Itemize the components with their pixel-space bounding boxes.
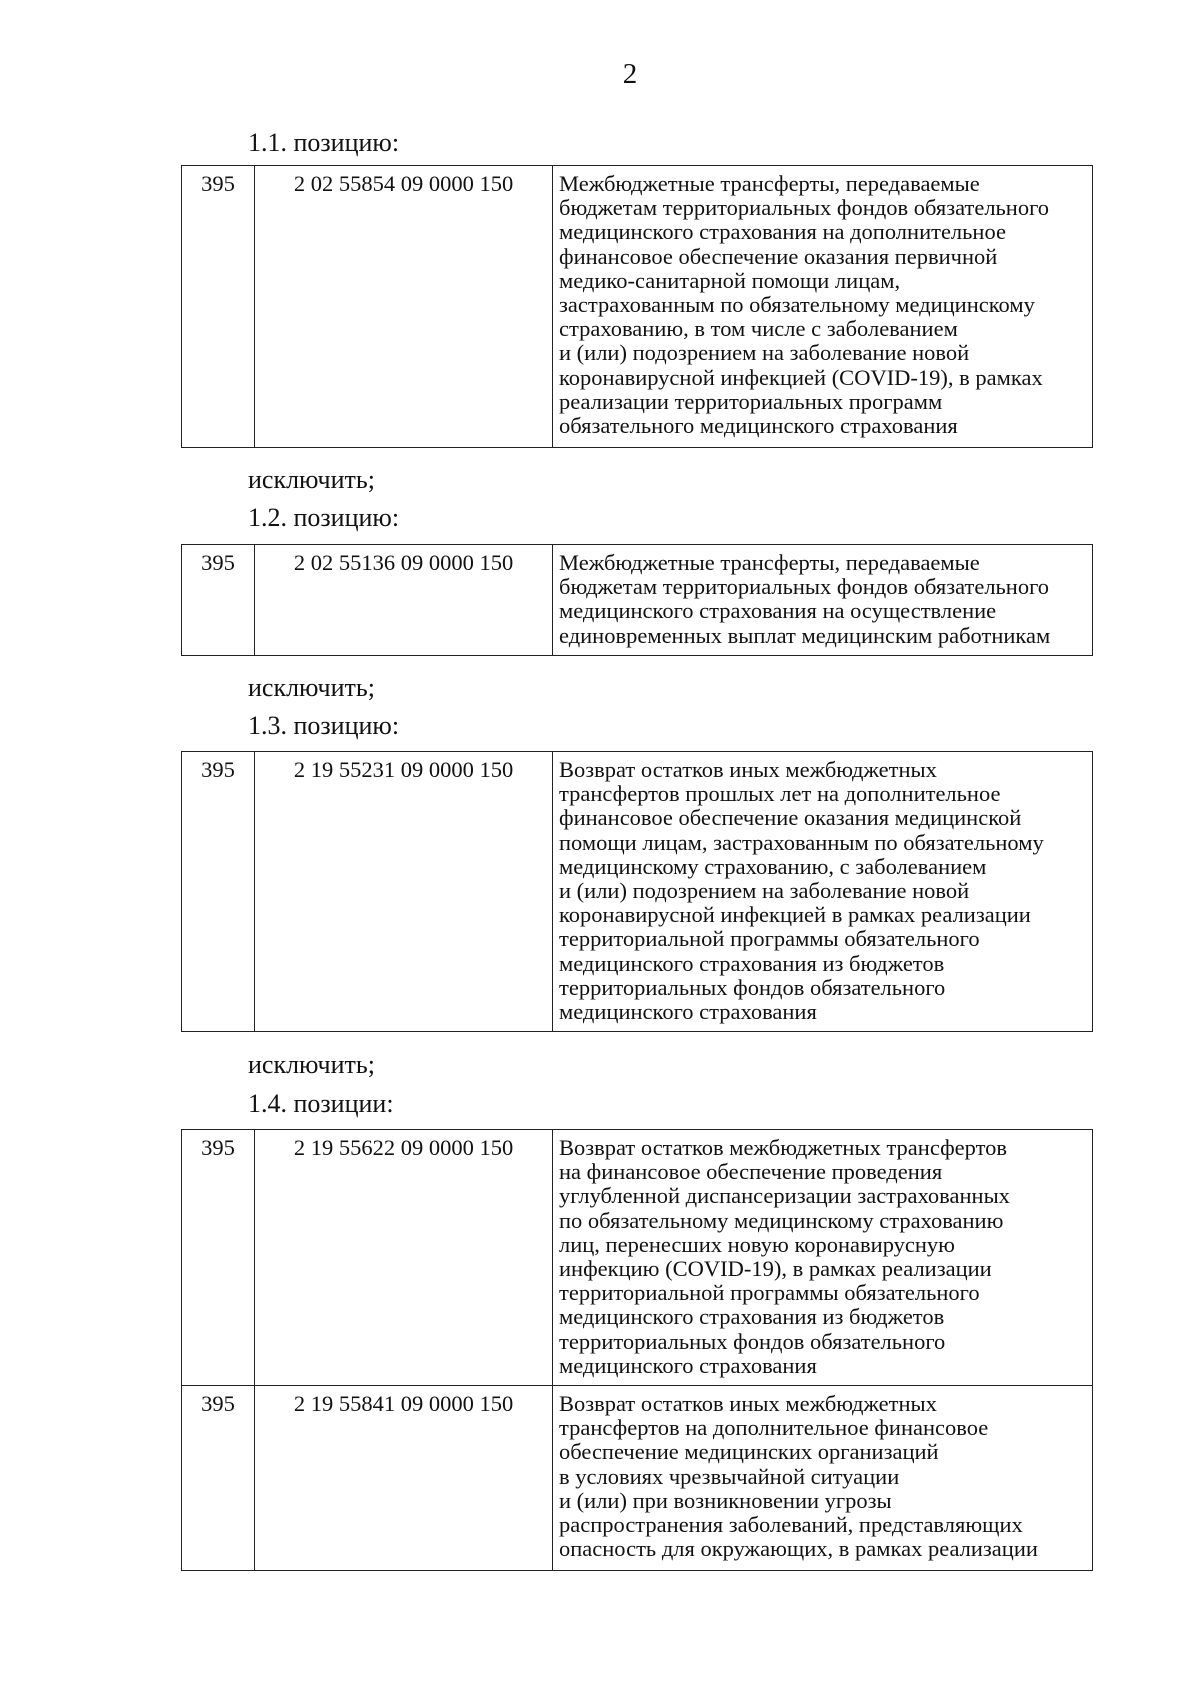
table-row — [182, 545, 1093, 656]
section-action: исключить; — [248, 673, 375, 702]
budget-code: 2 19 55841 09 0000 150 — [255, 1386, 553, 1571]
section-heading: 1.1. позицию: — [248, 128, 400, 157]
budget-code: 2 19 55622 09 0000 150 — [255, 1130, 553, 1386]
section-action: исключить; — [248, 1050, 375, 1079]
budget-code: 2 19 55231 09 0000 150 — [255, 752, 553, 1032]
position-description: Возврат остатков иных межбюджетных трансфертов прошлых лет на дополнительное финансовое обеспечение оказания медицинской помощи лицам, застрахованным по обязательному медицинскому страхованию, с заболеванием и (или) подозрением на заболевание новой коронавирусной инфекцией в рамках реализации территориальной программы обязательного медицинского страхования из бюджетов территориальных фондов обязательного медицинского страхования — [553, 752, 1093, 1032]
row-number: 395 — [182, 752, 255, 1032]
position-description: Межбюджетные трансферты, передаваемые бюджетам территориальных фондов обязательного медицинского страхования на дополнительное финансовое обеспечение оказания первичной медико-санитарной помощи лицам, застрахованным по обязательному медицинскому страхованию, в том числе с заболеванием и (или) подозрением на заболевание новой коронавирусной инфекцией (COVID-19), в рамках реализации территориальных программ обязательного медицинского страхования — [553, 166, 1093, 448]
budget-code: 2 02 55854 09 0000 150 — [255, 166, 553, 448]
row-number: 395 — [182, 545, 255, 656]
table-row — [182, 752, 1093, 1032]
position-description: Межбюджетные трансферты, передаваемые бюджетам территориальных фондов обязательного медицинского страхования на осуществление единовременных выплат медицинским работникам — [553, 545, 1093, 656]
row-number: 395 — [182, 166, 255, 448]
table-row — [182, 1386, 1093, 1571]
positions-table — [181, 1129, 1093, 1571]
row-number: 395 — [182, 1130, 255, 1386]
section-heading: 1.3. позицию: — [248, 711, 400, 740]
positions-table — [181, 544, 1093, 656]
position-description: Возврат остатков иных межбюджетных трансфертов на дополнительное финансовое обеспечение медицинских организаций в условиях чрезвычайной ситуации и (или) при возникновении угрозы распространения заболеваний, представляющих опасность для окружающих, в рамках реализации — [553, 1386, 1093, 1571]
table-row — [182, 1130, 1093, 1386]
section-action: исключить; — [248, 465, 375, 494]
positions-table — [181, 751, 1093, 1032]
budget-code: 2 02 55136 09 0000 150 — [255, 545, 553, 656]
row-number: 395 — [182, 1386, 255, 1571]
position-description: Возврат остатков межбюджетных трансфертов на финансовое обеспечение проведения углубленной диспансеризации застрахованных по обязательному медицинскому страхованию лиц, перенесших новую коронавирусную инфекцию (COVID-19), в рамках реализации территориальной программы обязательного медицинского страхования из бюджетов территориальных фондов обязательного медицинского страхования — [553, 1130, 1093, 1386]
positions-table — [181, 165, 1093, 448]
section-heading: 1.2. позицию: — [248, 503, 400, 532]
table-row — [182, 166, 1093, 448]
page-number: 2 — [622, 58, 638, 90]
section-heading: 1.4. позиции: — [248, 1089, 394, 1118]
